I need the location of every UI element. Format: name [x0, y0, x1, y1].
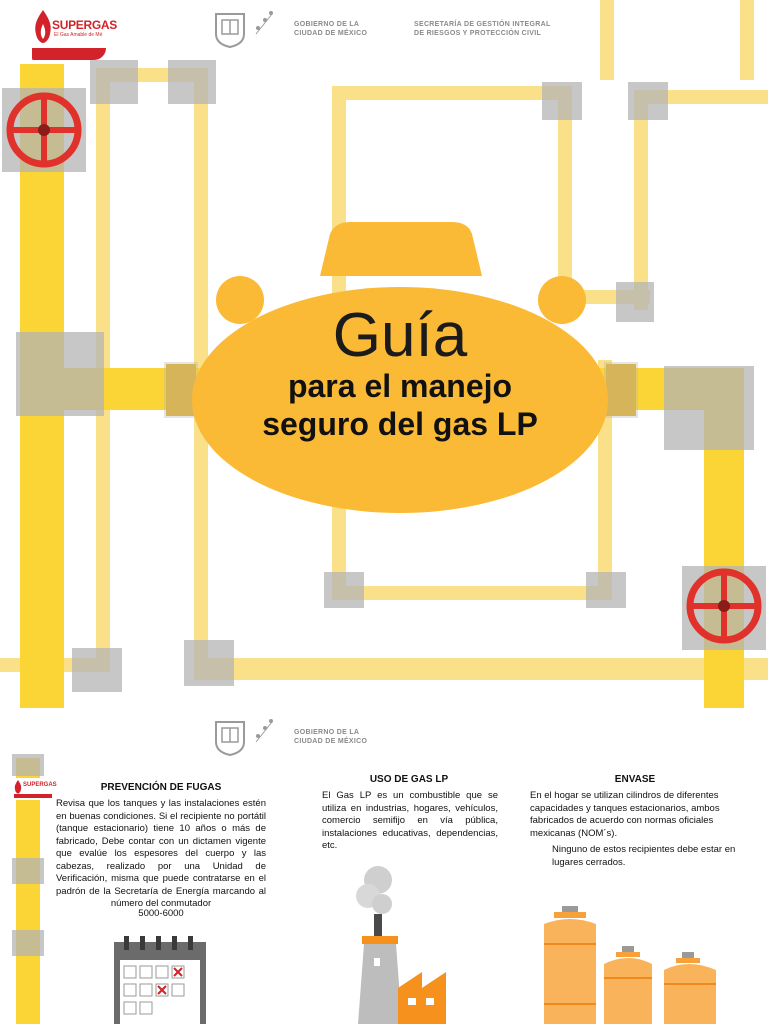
gov-line2: CIUDAD DE MÉXICO — [294, 738, 368, 745]
sec-line2: DE RIESGOS Y PROTECCIÓN CIVIL — [414, 30, 542, 37]
brand-name: SUPERGAS — [52, 18, 117, 32]
flame-icon — [14, 780, 22, 794]
cdmx-glyph-icon — [252, 8, 276, 36]
pipe-light — [332, 86, 572, 100]
flame-icon — [34, 10, 52, 44]
pipe-joint — [72, 648, 122, 692]
valve-wheel-icon — [684, 566, 764, 646]
pipe-joint — [324, 572, 364, 608]
pipe-joint — [184, 640, 234, 686]
gov-line1: GOBIERNO DE LA — [294, 21, 360, 28]
cover-title: Guía — [332, 301, 468, 370]
secretaria-name — [414, 20, 551, 38]
pipe-joint — [664, 366, 754, 450]
pipe-light — [332, 586, 612, 600]
uso-title: USO DE GAS LP — [369, 774, 449, 785]
supergas-logo — [32, 8, 117, 64]
back-panel — [0, 708, 768, 1024]
pipe-joint — [586, 572, 626, 608]
calendar-icon — [112, 934, 208, 1024]
prevencion-body: Revisa que los tanques y las instalaciones estén en buenas condiciones. Si el recipiente no portátil (tanque estacionario) tiene 10 años o más de fabricado, Debe contar con un dictamen vigente que evalúe los espesores del cuerpo y las cabezas, realizado por una Unidad de Verificación, misma que puede contratarse en el padrón de la Secretaría de Energía marcando al número del conmutador — [56, 798, 266, 909]
prevencion-phone: 5000-6000 — [138, 908, 184, 919]
valve-wheel-icon — [4, 90, 84, 170]
gov-line2: CIUDAD DE MÉXICO — [294, 30, 368, 37]
sec-line1: SECRETARÍA DE GESTIÓN INTEGRAL — [414, 21, 551, 28]
envase-body2: Ninguno de estos recipientes debe estar en lugares cerrados. — [552, 844, 736, 868]
brand-swoosh — [32, 48, 106, 60]
pipe-joint — [168, 60, 216, 104]
pipe-joint — [16, 332, 104, 416]
gov-name — [294, 20, 367, 38]
brand-tagline: El Gas Amable de Mé — [54, 32, 103, 38]
small-supergas-logo — [12, 778, 56, 800]
pipe-joint — [12, 858, 44, 884]
pipe-light — [194, 658, 768, 680]
pipe-joint — [616, 282, 654, 322]
pipe-light — [600, 0, 614, 80]
brand-name-small: SUPERGAS — [23, 782, 57, 788]
gov-line1: GOBIERNO DE LA — [294, 729, 360, 736]
pipe-joint — [542, 82, 582, 120]
envase-body: En el hogar se utilizan cilindros de diferentes capacidades y tanques estacionarios, ambos fabricados de acuerdo con normas oficiales mexicanas (NOM´s). — [530, 790, 720, 839]
cdmx-crest-icon — [214, 720, 246, 756]
gov-name — [294, 728, 367, 746]
envase-title: ENVASE — [614, 774, 656, 785]
pipe-joint — [628, 82, 668, 120]
cdmx-glyph-icon — [252, 716, 276, 744]
pipe-joint — [90, 60, 138, 104]
uso-body: El Gas LP es un combustible que se utiliza en industrias, hogares, vehículos, comercio semifijo en vía pública, instalaciones educativas, dependencias, etc. — [322, 790, 498, 851]
cover-subtitle-line2: seguro del gas LP — [262, 406, 538, 442]
pipe-joint — [12, 754, 44, 776]
brand-swoosh — [14, 794, 52, 798]
gas-cylinders-icon — [534, 904, 734, 1024]
pipe-light — [740, 0, 754, 80]
prevencion-title: PREVENCIÓN DE FUGAS — [100, 782, 222, 793]
pipe-light — [634, 90, 648, 310]
pipe-joint — [12, 930, 44, 956]
cover-subtitle-line1: para el manejo — [287, 368, 513, 404]
cdmx-crest-icon — [214, 12, 246, 48]
factory-icon — [352, 858, 464, 1024]
